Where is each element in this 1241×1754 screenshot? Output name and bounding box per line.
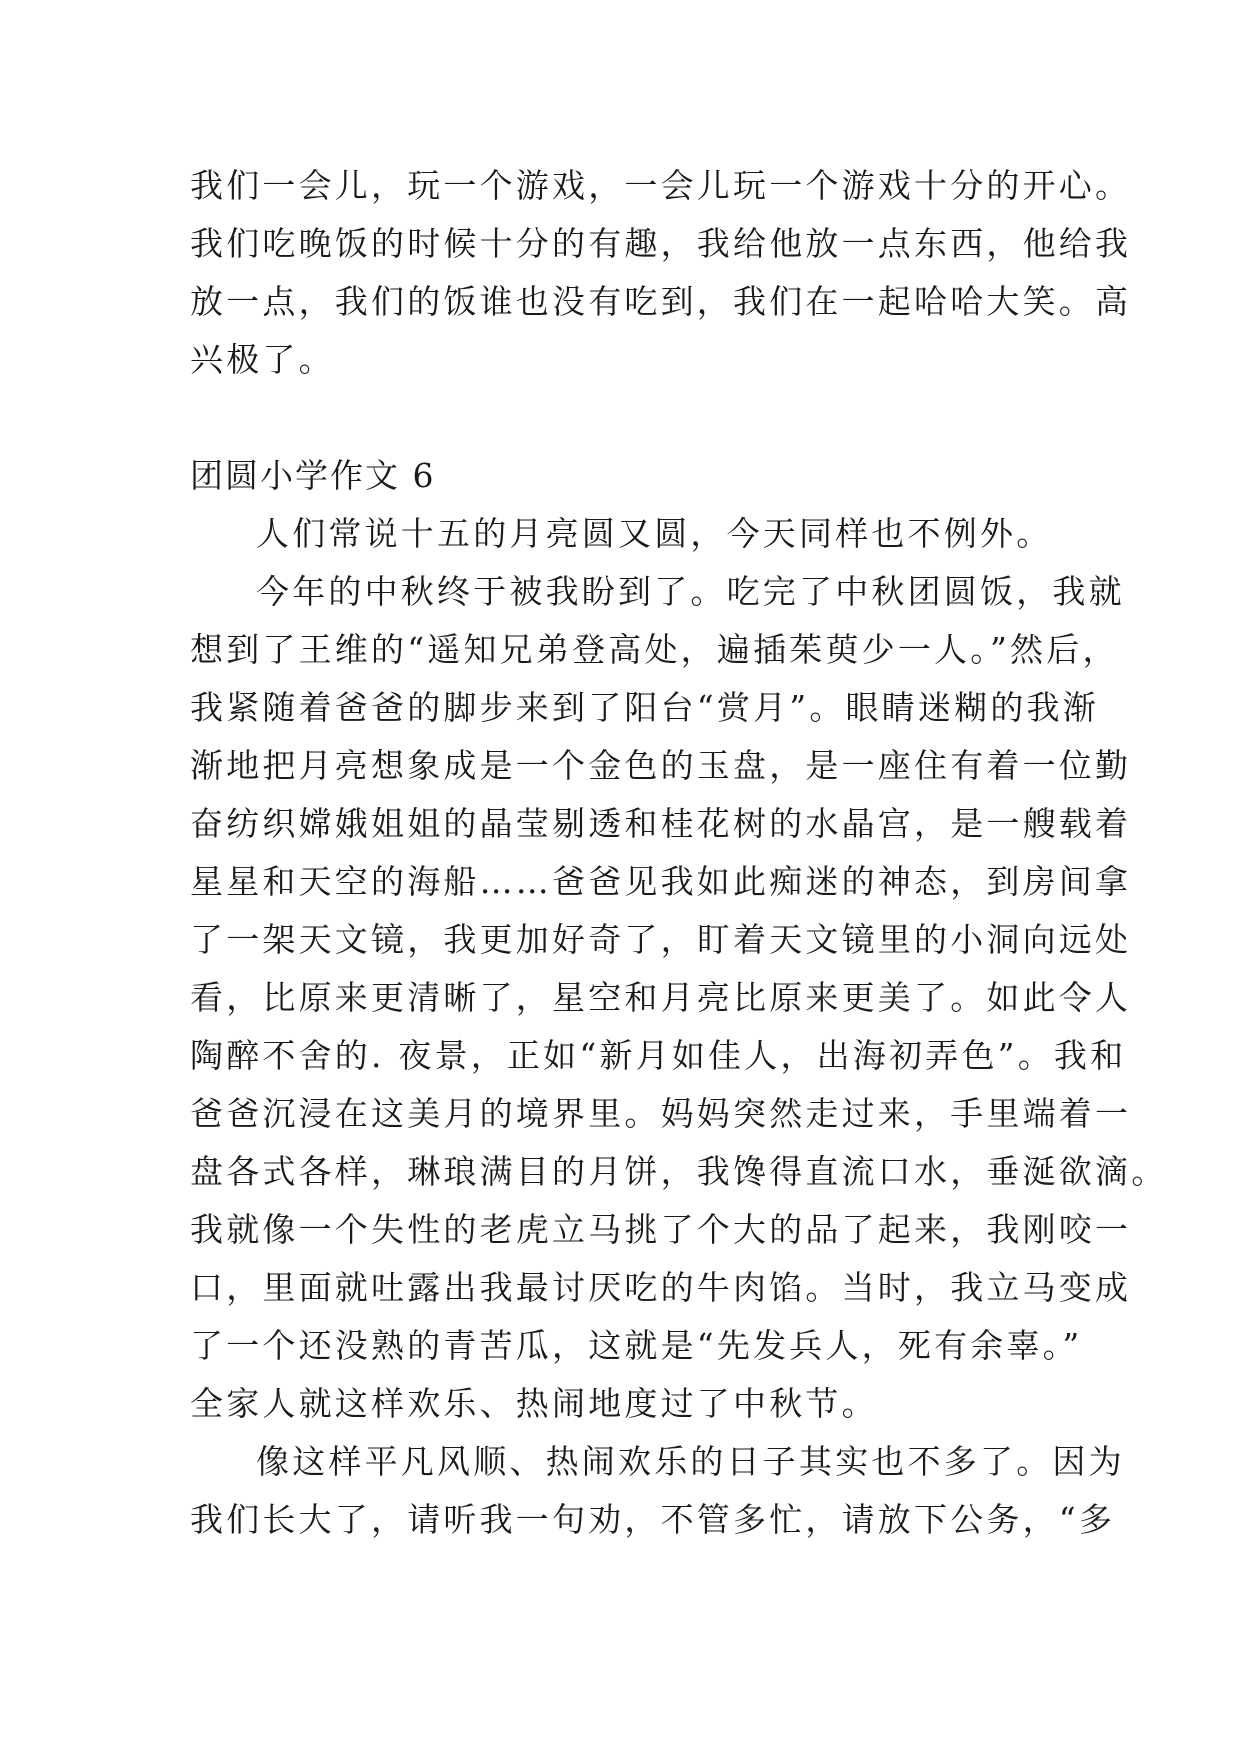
text-line: 口，里面就吐露出我最讨厌吃的牛肉馅。当时，我立马变成: [190, 1268, 1132, 1307]
paragraph-first-line: 今年的中秋终于被我盼到了。吃完了中秋团圆饭，我就: [256, 572, 1125, 611]
text-line: 放一点，我们的饭谁也没有吃到，我们在一起哈哈大笑。高: [190, 282, 1132, 321]
text-line: 我就像一个失性的老虎立马挑了个大的品了起来，我刚咬一: [190, 1210, 1132, 1249]
text-line: 陶醉不舍的. 夜景，正如“新月如佳人，出海初弄色”。我和: [190, 1036, 1127, 1075]
text-line: 奋纺织嫦娥姐姐的晶莹剔透和桂花树的水晶宫，是一艘载着: [190, 804, 1132, 843]
text-line: 渐地把月亮想象成是一个金色的玉盘，是一座住有着一位勤: [190, 746, 1132, 785]
text-line: 想到了王维的“遥知兄弟登高处，遍插茱萸少一人。”然后，: [190, 630, 1119, 669]
text-line: 我们一会儿，玩一个游戏，一会儿玩一个游戏十分的开心。: [190, 166, 1132, 205]
text-line: 我们长大了，请听我一句劝，不管多忙，请放下公务，“多: [190, 1500, 1116, 1539]
text-line: 看，比原来更清晰了，星空和月亮比原来更美了。如此令人: [190, 978, 1132, 1017]
text-line: 我紧随着爸爸的脚步来到了阳台“赏月”。眼睛迷糊的我渐: [190, 688, 1099, 727]
text-line: 全家人就这样欢乐、热闹地度过了中秋节。: [190, 1384, 878, 1423]
text-line: 盘各式各样，琳琅满目的月饼，我馋得直流口水，垂涎欲滴。: [190, 1152, 1168, 1191]
text-line: 我们吃晚饭的时候十分的有趣，我给他放一点东西，他给我: [190, 224, 1132, 263]
text-line: 星星和天空的海船……爸爸见我如此痴迷的神态，到房间拿: [190, 862, 1132, 901]
text-line: 爸爸沉浸在这美月的境界里。妈妈突然走过来，手里端着一: [190, 1094, 1132, 1133]
paragraph-first-line: 像这样平凡风顺、热闹欢乐的日子其实也不多了。因为: [256, 1442, 1125, 1481]
text-line: 了一个还没熟的青苦瓜，这就是“先发兵人，死有余辜。”: [190, 1326, 1083, 1365]
text-line: 了一架天文镜，我更加好奇了，盯着天文镜里的小洞向远处: [190, 920, 1132, 959]
text-line: 兴极了。: [190, 340, 335, 379]
paragraph-first-line: 人们常说十五的月亮圆又圆，今天同样也不例外。: [256, 514, 1053, 553]
section-heading: 团圆小学作文 6: [190, 456, 436, 495]
